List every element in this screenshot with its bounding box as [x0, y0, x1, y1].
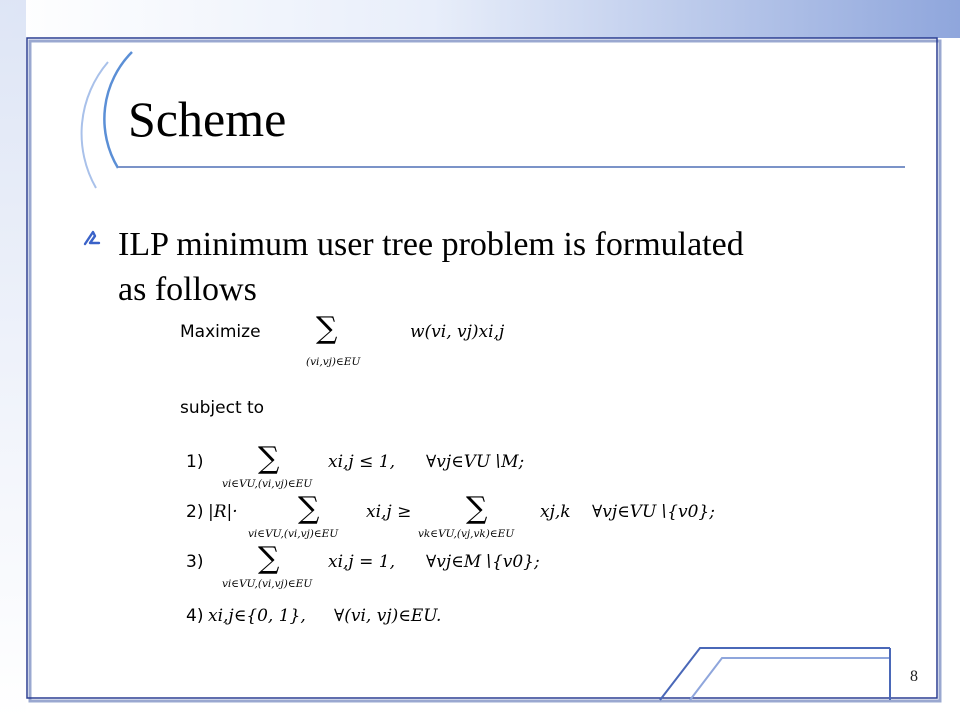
sum-symbol: ∑: [258, 441, 280, 476]
constraint-condition: ∀vj∈VU∖{v0};: [592, 502, 715, 522]
objective-sum-symbol: ∑: [316, 311, 338, 346]
sum-index-2: vk∈VU,(vj,vk)∈EU: [418, 528, 515, 540]
constraint-number: 4): [186, 606, 204, 626]
bullet-text: ILP minimum user tree problem is formulated as follows: [118, 226, 744, 308]
constraint-lhs: xi,j ≥: [366, 502, 412, 522]
sum-symbol: ∑: [298, 491, 320, 526]
subject-to-label: subject to: [180, 398, 265, 418]
sum-index: vi∈VU,(vi,vj)∈EU: [222, 478, 313, 490]
constraint-condition: ∀vj∈VU∖M;: [426, 452, 525, 472]
constraint-condition: ∀(vi, vj)∈EU.: [334, 606, 442, 626]
sum-symbol: ∑: [258, 541, 280, 576]
constraint-number: 3): [186, 552, 204, 572]
objective-label: Maximize: [180, 322, 261, 342]
objective-sum-index: (vi,vj)∈EU: [306, 356, 361, 368]
sum-index: vi∈VU,(vi,vj)∈EU: [222, 578, 313, 590]
constraint-condition: ∀vj∈M∖{v0};: [426, 552, 540, 572]
constraint-prefix: |R|·: [208, 502, 238, 522]
constraint-rhs: xj,k: [540, 502, 571, 522]
objective-term: w(vi, vj)xi,j: [410, 322, 505, 342]
sum-index: vi∈VU,(vi,vj)∈EU: [248, 528, 339, 540]
constraint-lhs: xi,j ≤ 1,: [328, 452, 395, 472]
page-number: 8: [910, 668, 918, 685]
slide-title: Scheme: [128, 91, 287, 147]
constraint-number: 2): [186, 502, 204, 522]
bullet-icon: [82, 228, 104, 250]
constraint-number: 1): [186, 452, 204, 472]
constraint-lhs: xi,j∈{0, 1},: [208, 606, 306, 626]
constraint-lhs: xi,j = 1,: [328, 552, 395, 572]
sum-symbol-2: ∑: [466, 491, 488, 526]
